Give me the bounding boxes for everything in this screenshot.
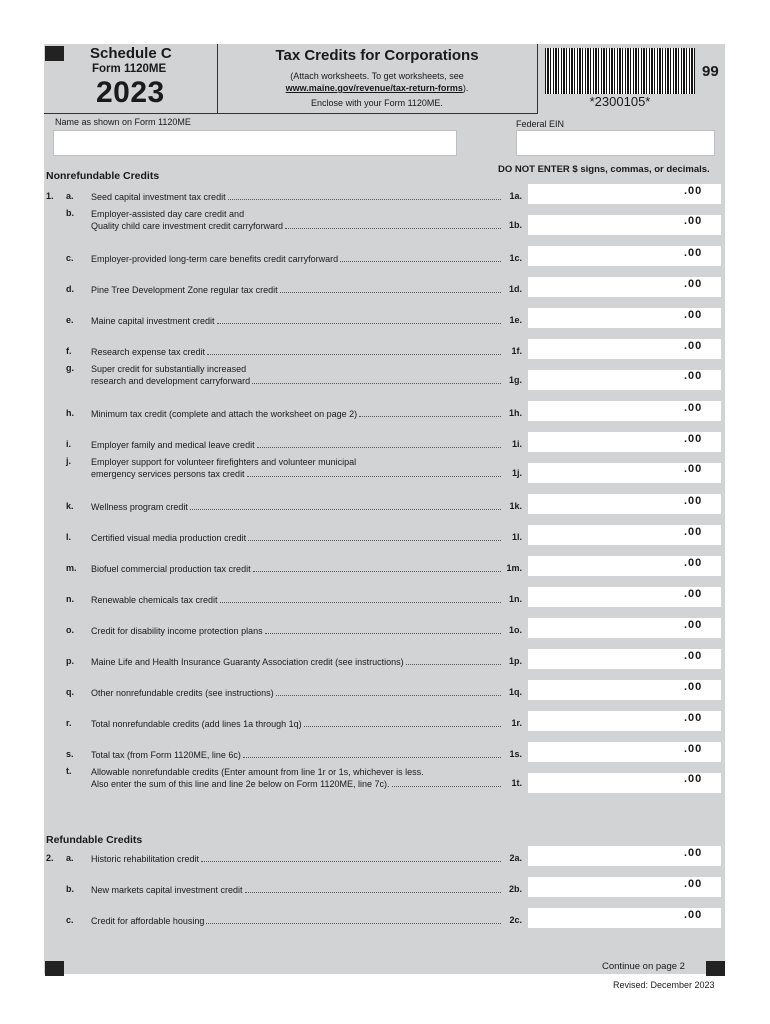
line-number: 2. bbox=[46, 853, 54, 863]
line-description-text: research and development carryforward bbox=[91, 376, 251, 386]
line-1m bbox=[44, 559, 725, 587]
line-1k bbox=[44, 497, 725, 525]
leader-dots bbox=[340, 253, 501, 262]
line-letter: b. bbox=[66, 208, 74, 218]
cents-label: .00 bbox=[684, 309, 703, 321]
line-2b bbox=[44, 880, 725, 908]
line-description-text: Other nonrefundable credits (see instructions) bbox=[91, 688, 274, 698]
line-description bbox=[91, 625, 503, 637]
line-letter: p. bbox=[66, 656, 74, 666]
line-reference: 1s. bbox=[509, 749, 522, 759]
line-description bbox=[91, 315, 503, 327]
form-code: 99 bbox=[702, 63, 719, 80]
line-1j bbox=[44, 456, 725, 494]
line-letter: m. bbox=[66, 563, 77, 573]
line-reference: 1t. bbox=[511, 778, 522, 788]
leader-dots bbox=[257, 439, 501, 448]
line-description bbox=[91, 191, 503, 203]
line-description bbox=[91, 884, 503, 896]
barcode bbox=[545, 48, 695, 94]
line-description-text: New markets capital investment credit bbox=[91, 885, 243, 895]
nonrefundable-heading: Nonrefundable Credits bbox=[46, 170, 160, 182]
line-description-text: Employer-provided long-term care benefits credit carryforward bbox=[91, 254, 339, 264]
line-1n bbox=[44, 590, 725, 618]
leader-dots bbox=[217, 315, 501, 324]
line-description-text: Renewable chemicals tax credit bbox=[91, 595, 218, 605]
line-1p bbox=[44, 652, 725, 680]
name-label: Name as shown on Form 1120ME bbox=[55, 117, 191, 127]
line-letter: l. bbox=[66, 532, 72, 542]
leader-dots bbox=[248, 532, 501, 541]
line-description-text: Certified visual media production credit bbox=[91, 533, 247, 543]
line-1h bbox=[44, 404, 725, 432]
leader-dots bbox=[206, 915, 501, 924]
leader-dots bbox=[247, 468, 501, 477]
line-description bbox=[91, 363, 503, 387]
cents-label: .00 bbox=[684, 463, 703, 475]
line-description-text: Allowable nonrefundable credits (Enter amount from line 1r or 1s, whichever is less. bbox=[91, 767, 424, 777]
leader-dots bbox=[243, 749, 501, 758]
line-description bbox=[91, 208, 503, 232]
line-description-text: Minimum tax credit (complete and attach the worksheet on page 2) bbox=[91, 409, 358, 419]
cents-label: .00 bbox=[684, 909, 703, 921]
leader-dots bbox=[220, 594, 501, 603]
leader-dots bbox=[392, 778, 502, 787]
leader-dots bbox=[276, 687, 501, 696]
line-letter: h. bbox=[66, 408, 74, 418]
line-reference: 1b. bbox=[508, 220, 522, 230]
line-reference: 1i. bbox=[511, 439, 522, 449]
line-description-text: Research expense tax credit bbox=[91, 347, 206, 357]
line-description bbox=[91, 408, 503, 420]
line-description-text: Super credit for substantially increased bbox=[91, 364, 247, 374]
line-description-text: emergency services persons tax credit bbox=[91, 469, 245, 479]
corner-marker-bottom-left bbox=[45, 961, 64, 976]
line-description-text: Biofuel commercial production tax credit bbox=[91, 564, 251, 574]
line-letter: r. bbox=[66, 718, 72, 728]
line-reference: 2b. bbox=[508, 884, 522, 894]
line-description-text: Credit for disability income protection plans bbox=[91, 626, 263, 636]
revision-date: Revised: December 2023 bbox=[613, 980, 715, 990]
cents-label: .00 bbox=[684, 557, 703, 569]
line-letter: a. bbox=[66, 853, 74, 863]
ein-field[interactable] bbox=[516, 130, 715, 156]
cents-label: .00 bbox=[684, 619, 703, 631]
line-1r bbox=[44, 714, 725, 742]
line-reference: 1c. bbox=[509, 253, 522, 263]
entry-instructions: DO NOT ENTER $ signs, commas, or decimals. bbox=[498, 164, 710, 175]
cents-label: .00 bbox=[684, 773, 703, 785]
leader-dots bbox=[280, 284, 501, 293]
line-reference: 1o. bbox=[508, 625, 522, 635]
form-label: Form 1120ME bbox=[92, 63, 167, 75]
barcode-text: *2300105* bbox=[589, 94, 651, 109]
leader-dots bbox=[285, 220, 501, 229]
name-field[interactable] bbox=[53, 130, 457, 156]
line-letter: c. bbox=[66, 915, 74, 925]
line-description bbox=[91, 594, 503, 606]
cents-label: .00 bbox=[684, 681, 703, 693]
line-description-text: Credit for affordable housing bbox=[91, 916, 205, 926]
line-description-text: Maine capital investment credit bbox=[91, 316, 215, 326]
cents-label: .00 bbox=[684, 712, 703, 724]
corner-marker-top-left bbox=[45, 46, 64, 61]
line-reference: 1d. bbox=[508, 284, 522, 294]
line-description bbox=[91, 766, 503, 790]
line-reference: 1h. bbox=[508, 408, 522, 418]
line-description-text: Employer-assisted day care credit and bbox=[91, 209, 245, 219]
line-letter: g. bbox=[66, 363, 74, 373]
line-letter: t. bbox=[66, 766, 72, 776]
cents-label: .00 bbox=[684, 847, 703, 859]
leader-dots bbox=[201, 853, 501, 862]
line-reference: 2c. bbox=[509, 915, 522, 925]
cents-label: .00 bbox=[684, 185, 703, 197]
enclose-note: Enclose with your Form 1120ME. bbox=[311, 98, 443, 108]
line-description-text: Pine Tree Development Zone regular tax credit bbox=[91, 285, 278, 295]
line-reference: 1e. bbox=[509, 315, 522, 325]
line-1c bbox=[44, 249, 725, 277]
line-description bbox=[91, 439, 503, 451]
corner-marker-bottom-right bbox=[706, 961, 725, 976]
line-2c bbox=[44, 911, 725, 939]
line-description bbox=[91, 563, 503, 575]
line-description-text: Seed capital investment tax credit bbox=[91, 192, 226, 202]
cents-label: .00 bbox=[684, 215, 703, 227]
line-1g bbox=[44, 363, 725, 401]
line-reference: 1p. bbox=[508, 656, 522, 666]
line-1b bbox=[44, 208, 725, 246]
line-description bbox=[91, 718, 503, 730]
line-reference: 1n. bbox=[508, 594, 522, 604]
line-description bbox=[91, 284, 503, 296]
line-reference: 1k. bbox=[509, 501, 522, 511]
cents-label: .00 bbox=[684, 743, 703, 755]
cents-label: .00 bbox=[684, 588, 703, 600]
ein-label: Federal EIN bbox=[516, 119, 565, 129]
line-description-text: Also enter the sum of this line and line 2e below on Form 1120ME, line 7c). bbox=[91, 779, 390, 789]
line-description bbox=[91, 346, 503, 358]
leader-dots bbox=[252, 375, 501, 384]
cents-label: .00 bbox=[684, 495, 703, 507]
line-reference: 1a. bbox=[509, 191, 522, 201]
cents-label: .00 bbox=[684, 247, 703, 259]
cents-label: .00 bbox=[684, 526, 703, 538]
leader-dots bbox=[207, 346, 501, 355]
cents-label: .00 bbox=[684, 878, 703, 890]
cents-label: .00 bbox=[684, 340, 703, 352]
line-description-text: Quality child care investment credit carryforward bbox=[91, 221, 284, 231]
line-letter: q. bbox=[66, 687, 74, 697]
line-description bbox=[91, 853, 503, 865]
line-letter: a. bbox=[66, 191, 74, 201]
line-letter: f. bbox=[66, 346, 72, 356]
line-1o bbox=[44, 621, 725, 649]
line-description bbox=[91, 915, 503, 927]
line-letter: b. bbox=[66, 884, 74, 894]
line-description bbox=[91, 656, 503, 668]
tax-year: 2023 bbox=[96, 76, 165, 109]
line-1l bbox=[44, 528, 725, 556]
line-1t bbox=[44, 766, 725, 804]
line-description bbox=[91, 532, 503, 544]
line-letter: j. bbox=[66, 456, 72, 466]
line-letter: n. bbox=[66, 594, 74, 604]
line-reference: 1l. bbox=[511, 532, 522, 542]
line-letter: o. bbox=[66, 625, 74, 635]
line-letter: s. bbox=[66, 749, 74, 759]
line-description-text: Historic rehabilitation credit bbox=[91, 854, 200, 864]
leader-dots bbox=[253, 563, 501, 572]
leader-dots bbox=[406, 656, 501, 665]
continue-note: Continue on page 2 bbox=[602, 961, 685, 972]
line-number: 1. bbox=[46, 191, 54, 201]
line-description-text: Total tax (from Form 1120ME, line 6c) bbox=[91, 750, 241, 760]
line-1e bbox=[44, 311, 725, 339]
line-letter: c. bbox=[66, 253, 74, 263]
line-reference: 1j. bbox=[511, 468, 522, 478]
leader-dots bbox=[304, 718, 501, 727]
line-description-text: Employer support for volunteer firefighters and volunteer municipal bbox=[91, 457, 357, 467]
leader-dots bbox=[245, 884, 501, 893]
line-description bbox=[91, 501, 503, 513]
worksheet-link-line bbox=[218, 83, 536, 93]
line-2a bbox=[44, 849, 725, 877]
worksheet-link-suffix: ). bbox=[462, 83, 469, 93]
cents-label: .00 bbox=[684, 433, 703, 445]
line-description-text: Employer family and medical leave credit bbox=[91, 440, 255, 450]
line-reference: 1f. bbox=[511, 346, 522, 356]
leader-dots bbox=[228, 191, 501, 200]
line-reference: 1q. bbox=[508, 687, 522, 697]
worksheet-link[interactable]: www.maine.gov/revenue/tax-return-forms bbox=[285, 83, 463, 93]
line-1d bbox=[44, 280, 725, 308]
leader-dots bbox=[359, 408, 501, 417]
cents-label: .00 bbox=[684, 278, 703, 290]
line-reference: 2a. bbox=[509, 853, 522, 863]
line-description-text: Maine Life and Health Insurance Guaranty Association credit (see instructions) bbox=[91, 657, 404, 667]
line-description bbox=[91, 687, 503, 699]
line-1q bbox=[44, 683, 725, 711]
leader-dots bbox=[265, 625, 501, 634]
line-reference: 1r. bbox=[511, 718, 522, 728]
cents-label: .00 bbox=[684, 370, 703, 382]
header-bottom-rule bbox=[44, 113, 537, 114]
line-description-text: Total nonrefundable credits (add lines 1a through 1q) bbox=[91, 719, 302, 729]
header-divider-right bbox=[537, 44, 538, 114]
line-description bbox=[91, 749, 503, 761]
line-reference: 1g. bbox=[508, 375, 522, 385]
line-letter: i. bbox=[66, 439, 72, 449]
attach-note: (Attach worksheets. To get worksheets, see bbox=[290, 71, 464, 81]
line-letter: d. bbox=[66, 284, 74, 294]
cents-label: .00 bbox=[684, 650, 703, 662]
cents-label: .00 bbox=[684, 402, 703, 414]
refundable-heading: Refundable Credits bbox=[46, 834, 143, 846]
line-letter: k. bbox=[66, 501, 74, 511]
line-letter: e. bbox=[66, 315, 74, 325]
line-description-text: Wellness program credit bbox=[91, 502, 188, 512]
line-description bbox=[91, 456, 503, 480]
schedule-label: Schedule C bbox=[90, 45, 172, 62]
line-description bbox=[91, 253, 503, 265]
leader-dots bbox=[190, 501, 501, 510]
line-reference: 1m. bbox=[506, 563, 522, 573]
page-title: Tax Credits for Corporations bbox=[275, 47, 479, 64]
